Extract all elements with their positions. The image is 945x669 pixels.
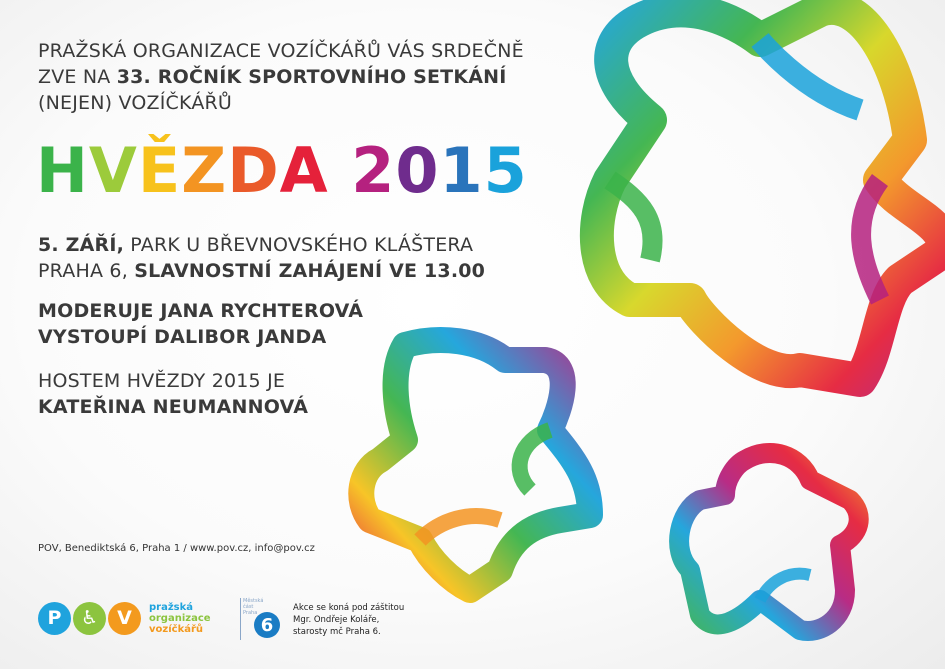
title-space	[329, 136, 352, 206]
small-star-ribbon	[679, 453, 859, 631]
logo-letter-p: P	[38, 602, 71, 635]
title-letter: 2	[351, 134, 396, 207]
event-program	[38, 298, 558, 350]
logo-text-line-3: vozíčkářů	[149, 623, 204, 635]
intro-line-2-bold: 33. ROČNÍK SPORTOVNÍHO SETKÁNÍ	[116, 66, 507, 88]
patronage-note	[293, 602, 404, 638]
event-date-place	[38, 232, 558, 284]
logo-letter-v: V	[108, 602, 141, 635]
logo-text	[149, 602, 211, 635]
title-letter: Z	[181, 134, 228, 207]
intro-line-2	[38, 64, 598, 90]
event-title	[36, 136, 528, 206]
event-venue: PARK U BŘEVNOVSKÉHO KLÁŠTERA	[124, 234, 474, 256]
title-letter: H	[36, 134, 89, 207]
moderator-line: MODERUJE JANA RYCHTEROVÁ	[38, 300, 364, 322]
intro-line-2-plain: ZVE NA	[38, 66, 117, 88]
praha6-logo	[240, 598, 284, 640]
contact-address: POV, Benediktská 6, Praha 1 / www.pov.cz, info@pov.cz	[38, 543, 315, 554]
praha6-label: Městská část Praha	[243, 598, 264, 616]
performer-line: VYSTOUPÍ DALIBOR JANDA	[38, 326, 327, 348]
event-opening: SLAVNOSTNÍ ZAHÁJENÍ VE 13.00	[134, 260, 486, 282]
guest-name: KATEŘINA NEUMANNOVÁ	[38, 396, 309, 418]
invitation-intro	[38, 38, 598, 116]
large-star-ribbon	[597, 8, 945, 380]
title-letter: 5	[483, 134, 528, 207]
intro-line-1: PRAŽSKÁ ORGANIZACE VOZÍČKÁŘŮ VÁS SRDEČNĚ	[38, 40, 524, 62]
guest-intro: HOSTEM HVĚZDY 2015 JE	[38, 370, 286, 392]
pov-logo	[38, 598, 211, 638]
event-guest	[38, 368, 558, 420]
patronage-line-3: starosty mč Praha 6.	[293, 627, 381, 637]
date-line	[38, 232, 558, 258]
title-letter: A	[279, 134, 329, 207]
patronage-line-2: Mgr. Ondřeje Koláře,	[293, 615, 380, 625]
logo-text-line-2: organizace	[149, 612, 211, 624]
title-letter: D	[227, 134, 280, 207]
praha6-number: 6	[254, 612, 280, 638]
logo-text-line-1: pražská	[149, 601, 194, 613]
title-letter: V	[88, 134, 138, 207]
patronage-line-1: Akce se koná pod záštitou	[293, 603, 405, 613]
wheelchair-icon: ♿	[73, 602, 106, 635]
event-city: PRAHA 6,	[38, 260, 135, 282]
opening-line	[38, 258, 558, 284]
praha6-divider	[240, 598, 241, 640]
title-letter: 0	[395, 134, 440, 207]
event-date: 5. ZÁŘÍ,	[38, 234, 125, 256]
title-letter: 1	[439, 134, 484, 207]
title-letter: Ě	[137, 134, 182, 207]
intro-line-3: (NEJEN) VOZÍČKÁŘŮ	[38, 92, 233, 114]
